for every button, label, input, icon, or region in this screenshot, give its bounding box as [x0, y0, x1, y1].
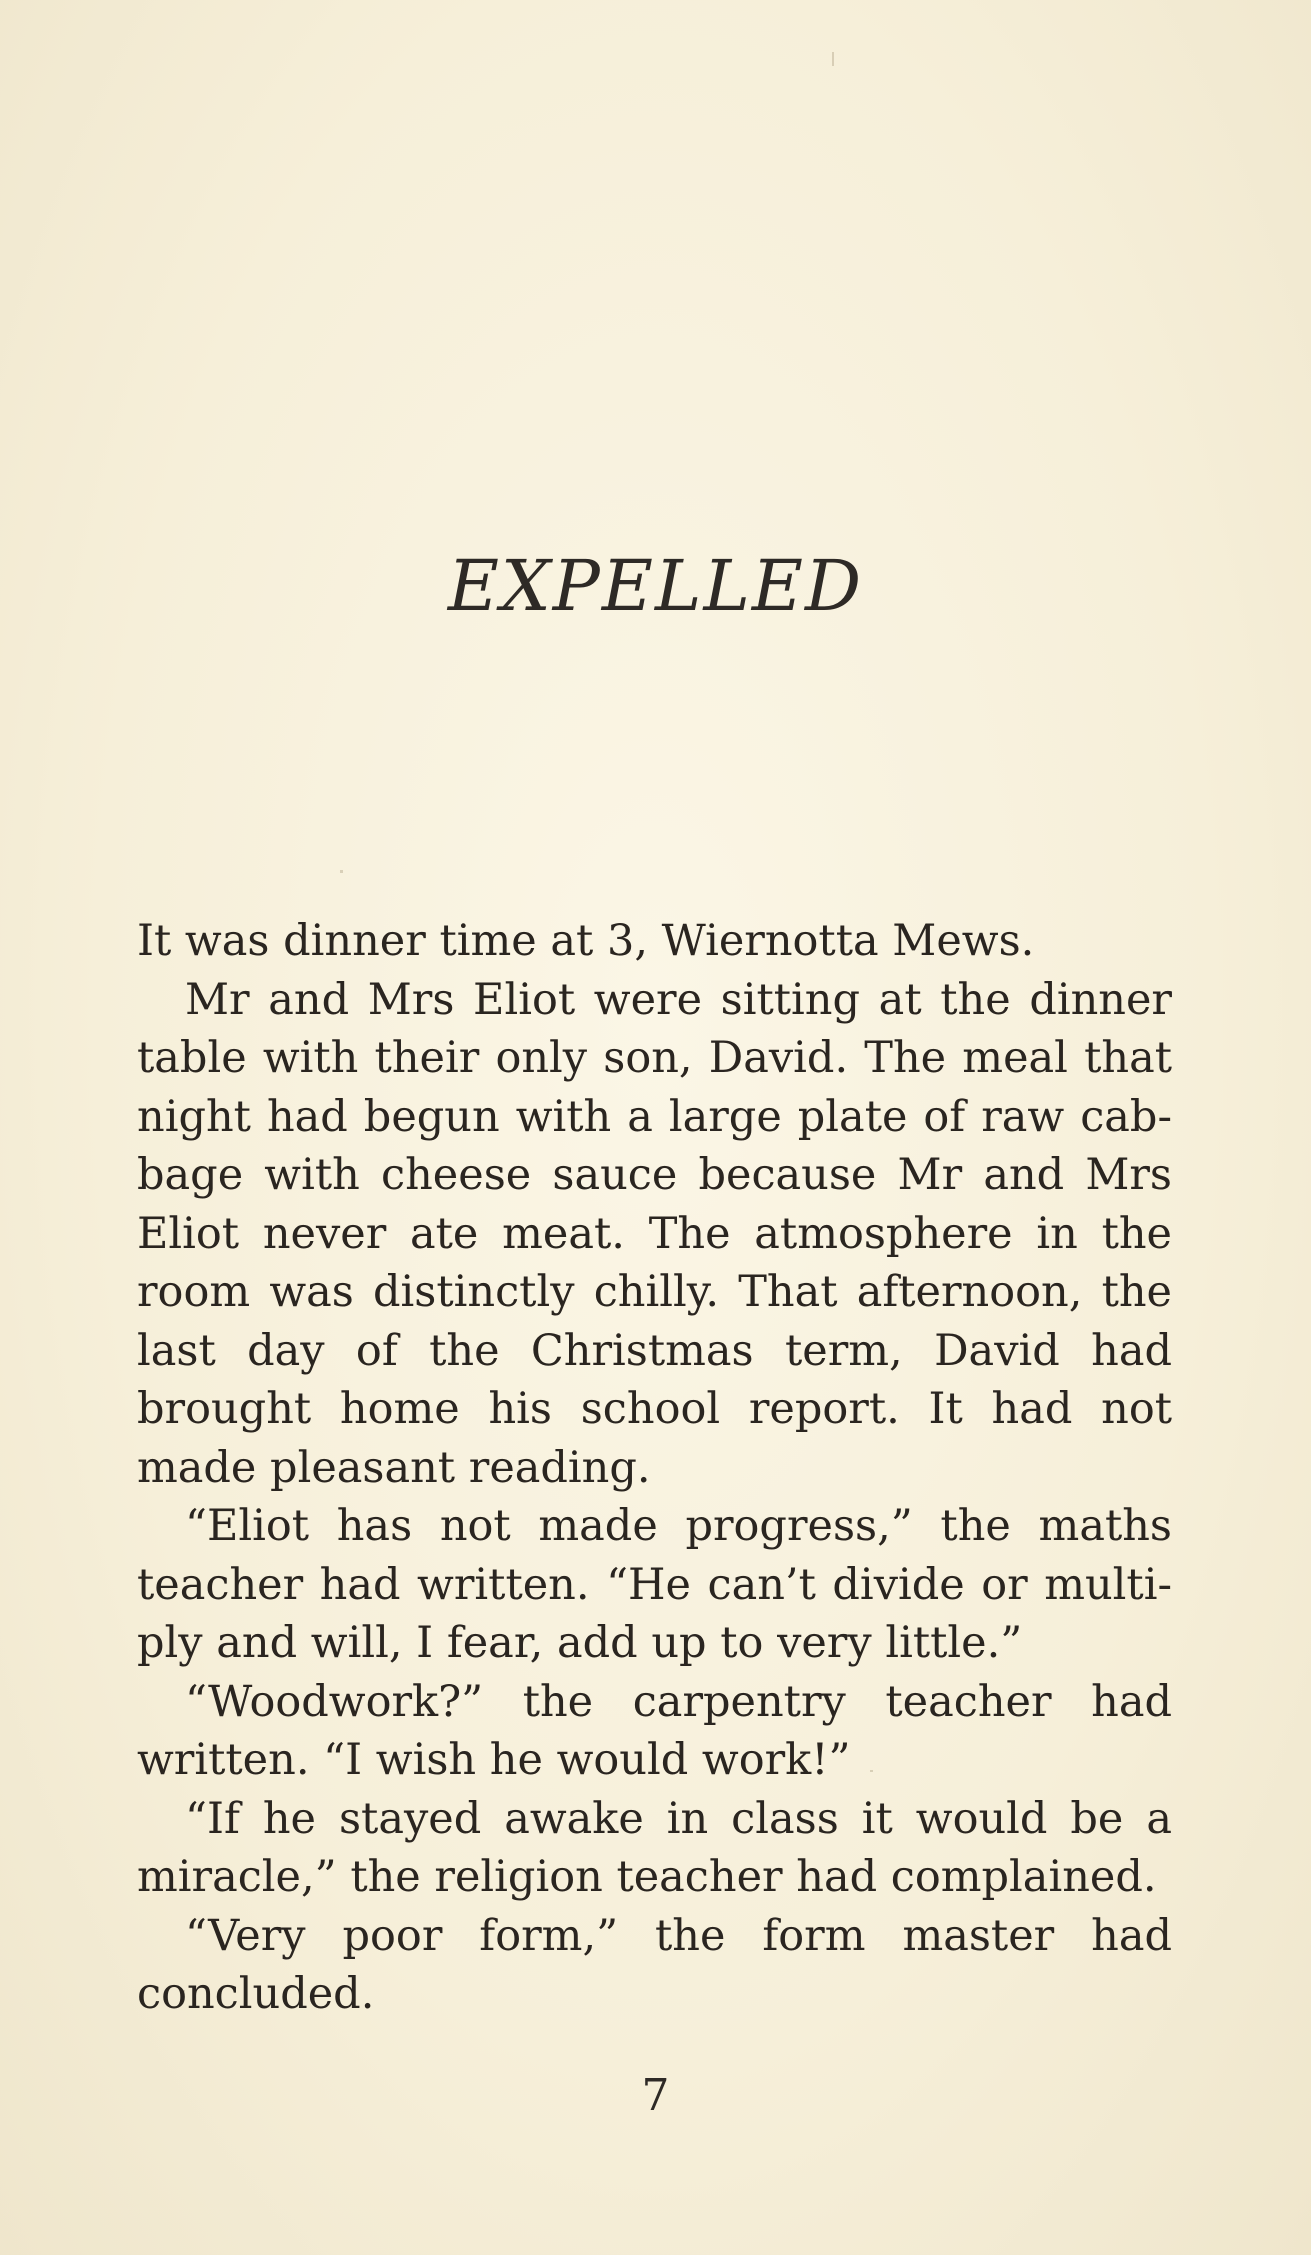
page-number: 7	[641, 2070, 670, 2121]
paragraph: Mr and Mrs Eliot were sitting at the dinner table with their only son, David. The meal that night had begun with a large plate of raw cabbage with cheese sauce because Mr and Mrs Eliot never ate meat. The atmosphere in the room was distinctly chilly. That afternoon, the last day of the Christmas term, David had brought home his school report. It had not made pleasant reading.	[137, 974, 1172, 1493]
paragraph: “If he stayed awake in class it would be a miracle,” the religion teacher had complained.	[137, 1793, 1172, 1902]
chapter-body	[137, 912, 1172, 2024]
chapter-title: EXPELLED	[447, 545, 864, 627]
paragraph: “Woodwork?” the carpentry teacher had written. “I wish he would work!”	[137, 1676, 1172, 1785]
paragraph: “Very poor form,” the form master had concluded.	[137, 1910, 1172, 2019]
paper-fleck	[832, 52, 834, 66]
paragraph: It was dinner time at 3, Wiernotta Mews.	[137, 916, 1035, 966]
paragraph: “Eliot has not made progress,” the maths teacher had written. “He can’t divide or multiply and will, I fear, add up to very little.”	[137, 1501, 1172, 1668]
paper-fleck	[340, 870, 343, 873]
